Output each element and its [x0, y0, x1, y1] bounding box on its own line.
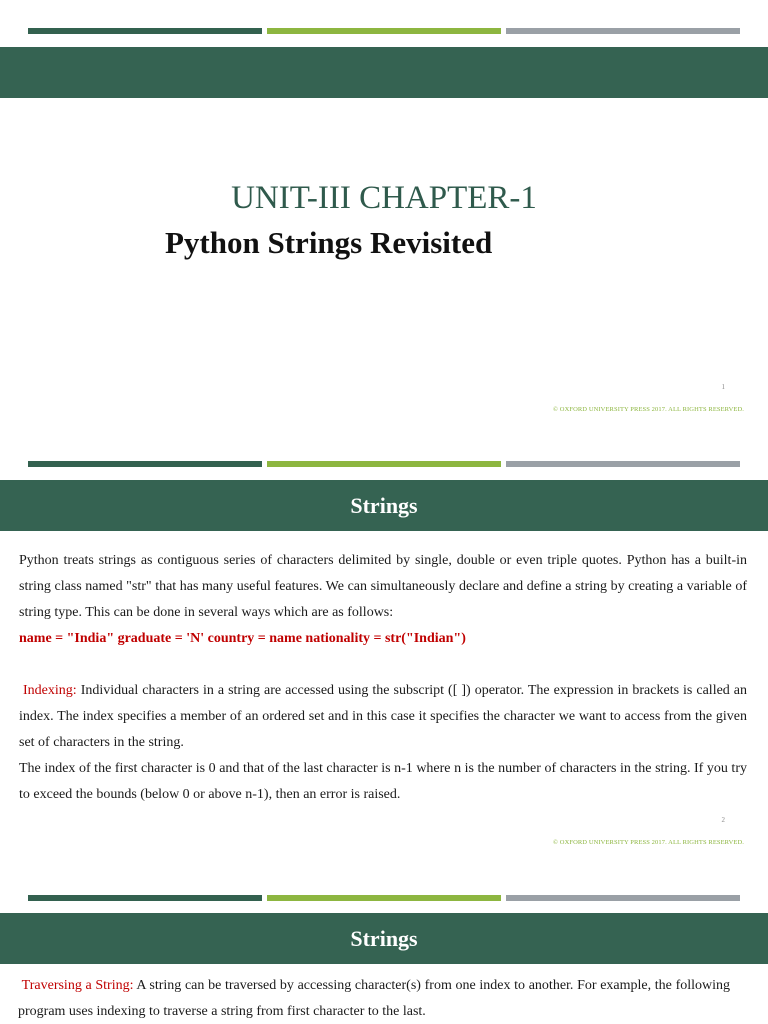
indexing-paragraph: [19, 678, 747, 756]
accent-stripe-dark: [28, 28, 262, 34]
indexing-text: Individual characters in a string are accessed using the subscript ([ ]) operator. The expression in brackets is called an index. The index specifies a member of an ordered set and in this case it specifies the character we want to access from the given set of characters in the string.: [19, 683, 748, 750]
strings-intro: Python treats strings as contiguous series of characters delimited by single, double or even triple quotes. Python has a built-in string class named "str" that has many useful features. We can simultaneously declare and define a string by creating a variable of string type. This can be done in several ways which are as follows:: [19, 553, 747, 620]
copyright-notice: © OXFORD UNIVERSITY PRESS 2017. ALL RIGHTS RESERVED.: [553, 839, 744, 846]
accent-stripe-gray: [506, 895, 740, 901]
page-number: 1: [721, 383, 725, 391]
accent-stripe-dark: [28, 895, 262, 901]
slide-3: [0, 880, 768, 1024]
traversing-paragraph: [18, 973, 730, 1024]
slide-body: [18, 973, 730, 1024]
slide-2: [0, 447, 768, 880]
slide-body: [19, 548, 747, 808]
slide-heading: Strings: [0, 913, 768, 964]
page-number: 2: [721, 816, 725, 824]
index-bounds-paragraph: The index of the first character is 0 and that of the last character is n-1 where n is the number of characters in the string. If you try to exceed the bounds (below 0 or above n-1), then an error is raised.: [19, 761, 747, 802]
code-example: name = "India" graduate = 'N' country = name nationality = str("Indian"): [19, 631, 466, 646]
slide-heading: Strings: [0, 480, 768, 531]
indexing-label: Indexing:: [23, 683, 77, 698]
copyright-notice: © OXFORD UNIVERSITY PRESS 2017. ALL RIGHTS RESERVED.: [553, 406, 744, 413]
accent-stripe-lime: [267, 895, 501, 901]
header-band: [0, 47, 768, 98]
slide-1: [0, 0, 768, 447]
accent-stripe-gray: [506, 461, 740, 467]
accent-stripe-dark: [28, 461, 262, 467]
accent-stripe-lime: [267, 28, 501, 34]
chapter-title: Python Strings Revisited: [165, 225, 493, 260]
traversing-text: A string can be traversed by accessing character(s) from one index to another. For example, the following program uses indexing to traverse a string from first character to the last.: [18, 978, 731, 1019]
traversing-label: Traversing a String:: [21, 978, 134, 993]
accent-stripe-lime: [267, 461, 501, 467]
unit-title: UNIT-III CHAPTER-1: [231, 180, 537, 216]
accent-stripe-gray: [506, 28, 740, 34]
